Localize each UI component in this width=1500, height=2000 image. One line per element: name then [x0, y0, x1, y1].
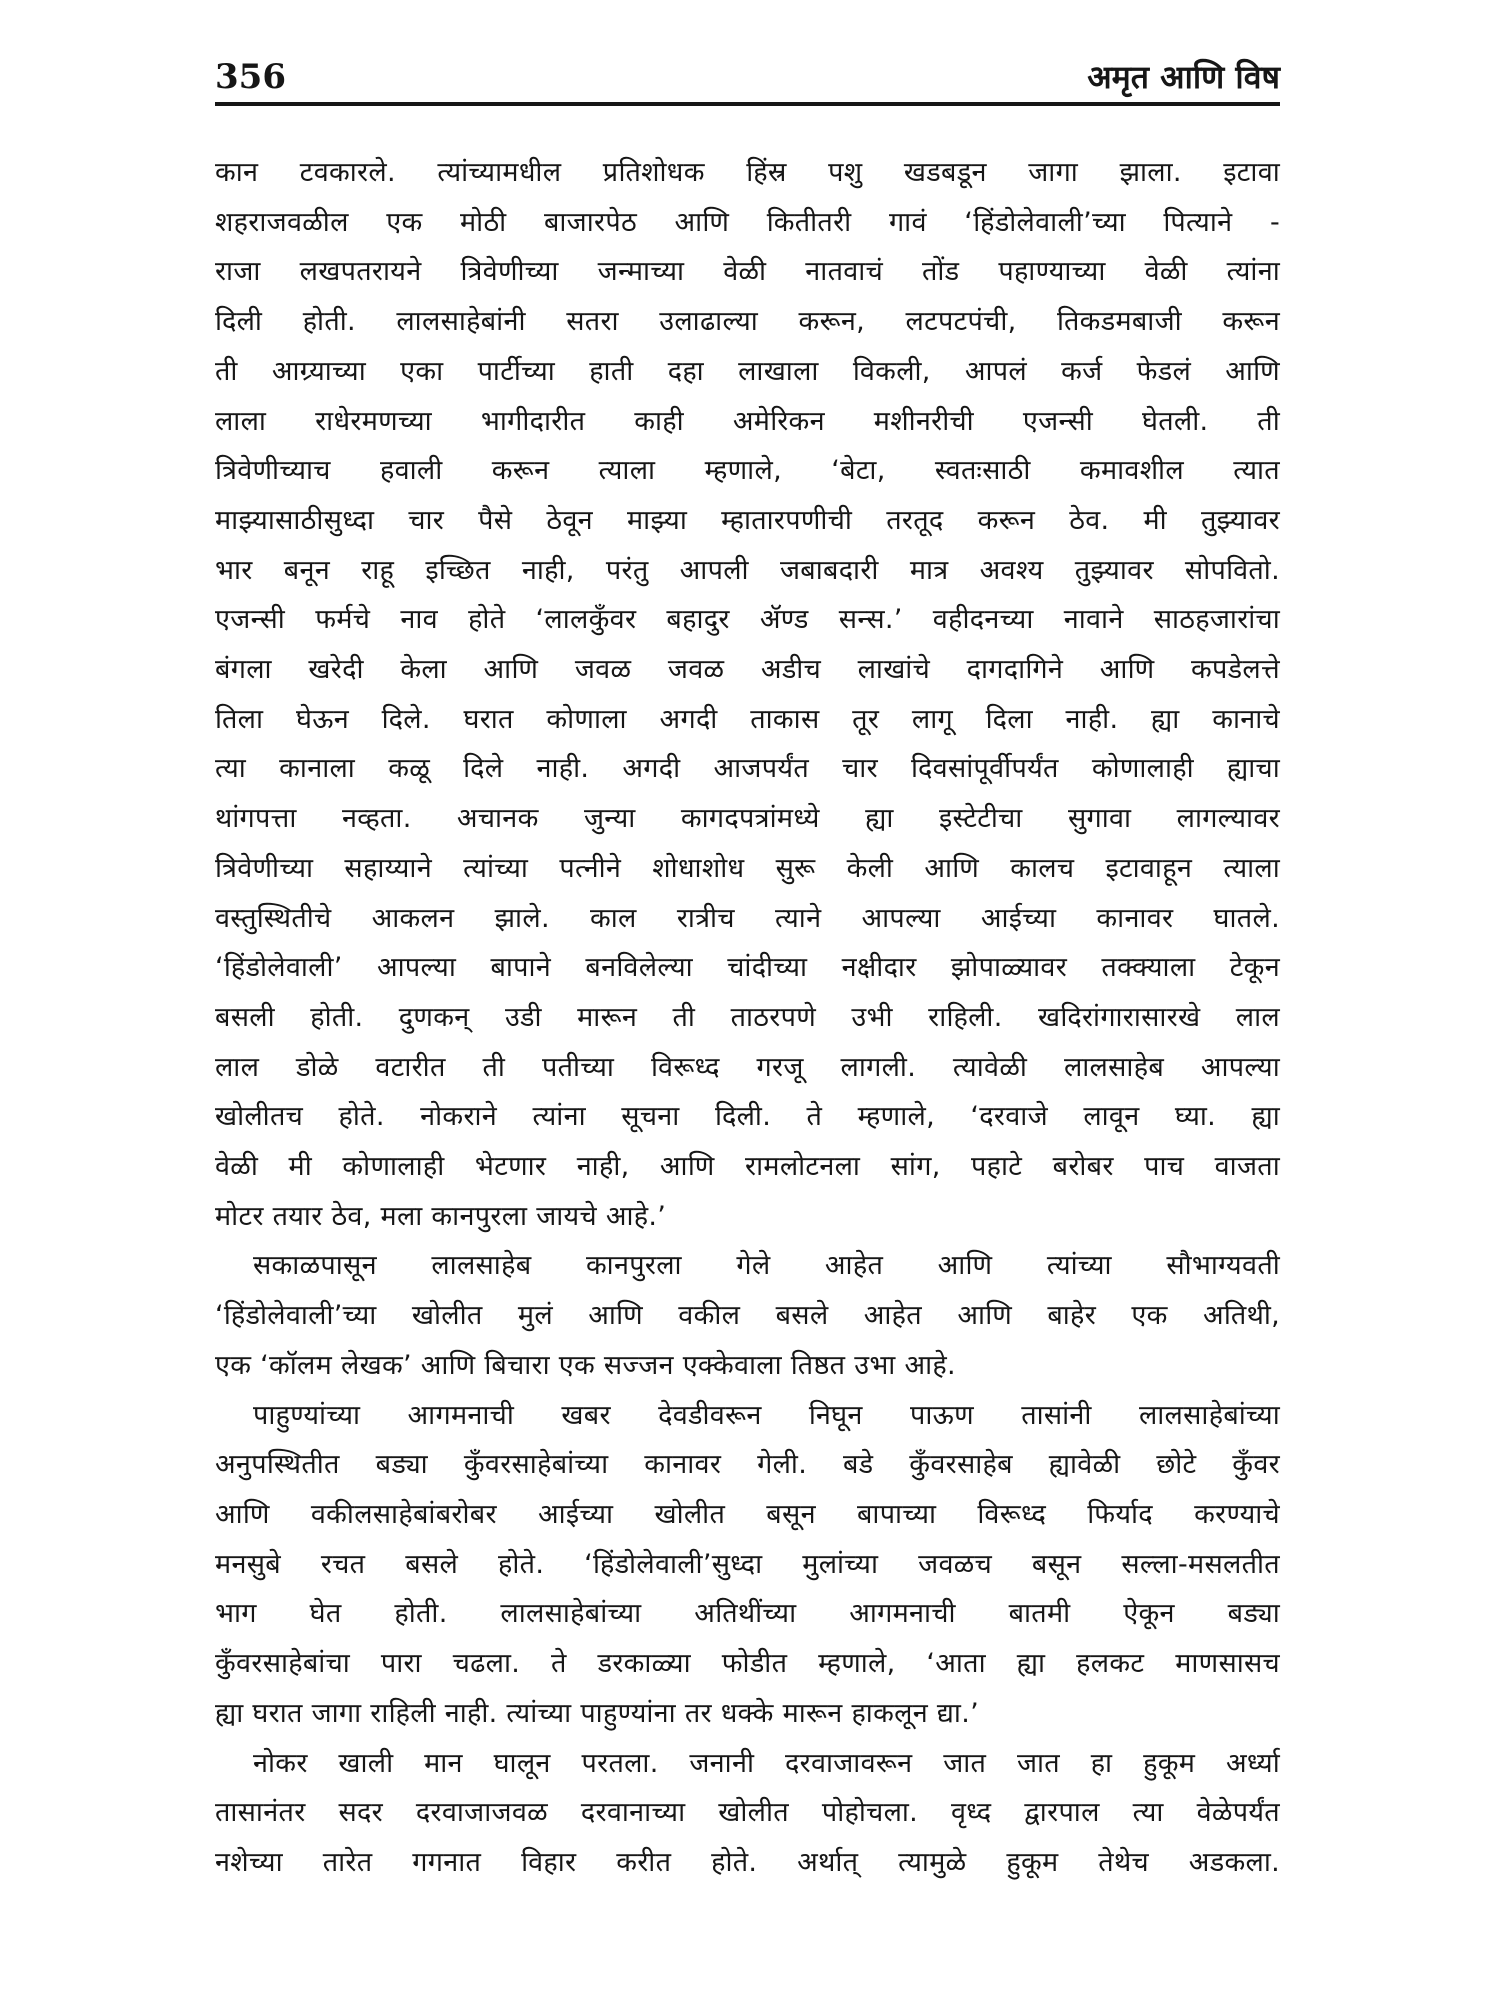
text-line: वेळी मी कोणालाही भेटणार नाही, आणि रामलोटनला सांग, पहाटे बरोबर पाच वाजता — [215, 1151, 1280, 1183]
text-line: अनुपस्थितीत बड्या कुँवरसाहेबांच्या कानावर गेली. बडे कुँवरसाहेब ह्यावेळी छोटे कुँवर — [215, 1449, 1280, 1481]
running-title: अमृत आणि विष — [1087, 58, 1280, 96]
text-line: सकाळपासून लालसाहेब कानपुरला गेले आहेत आणि त्यांच्या सौभाग्यवती — [253, 1250, 1280, 1282]
text-line: तिला घेऊन दिले. घरात कोणाला अगदी ताकास तूर लागू दिला नाही. ह्या कानाचे — [215, 703, 1280, 735]
text-line: ‘हिंडोलेवाली’ आपल्या बापाने बनविलेल्या चांदीच्या नक्षीदार झोपाळ्यावर तक्क्याला टेकून — [215, 952, 1280, 984]
text-line: ह्या घरात जागा राहिली नाही. त्यांच्या पाहुण्यांना तर धक्के मारून हाकलून द्या.’ — [215, 1697, 979, 1729]
text-line: आणि वकीलसाहेबांबरोबर आईच्या खोलीत बसून बापाच्या विरूध्द फिर्याद करण्याचे — [215, 1498, 1280, 1530]
text-line: माझ्यासाठीसुध्दा चार पैसे ठेवून माझ्या म्हातारपणीची तरतूद करून ठेव. मी तुझ्यावर — [215, 504, 1280, 536]
text-line: त्रिवेणीच्याच हवाली करून त्याला म्हणाले, ‘बेटा, स्वतःसाठी कमावशील त्यात — [215, 455, 1280, 487]
text-line: वस्तुस्थितीचे आकलन झाले. काल रात्रीच त्याने आपल्या आईच्या कानावर घातले. — [215, 902, 1280, 934]
text-line: शहराजवळील एक मोठी बाजारपेठ आणि कितीतरी गावं ‘हिंडोलेवाली’च्या पित्याने - — [215, 206, 1280, 238]
text-line: त्या कानाला कळू दिले नाही. अगदी आजपर्यंत चार दिवसांपूर्वीपर्यंत कोणालाही ह्याचा — [215, 753, 1280, 785]
text-line: ‘हिंडोलेवाली’च्या खोलीत मुलं आणि वकील बसले आहेत आणि बाहेर एक अतिथी, — [215, 1300, 1280, 1332]
text-line: ती आग्र्याच्या एका पार्टीच्या हाती दहा लाखाला विकली, आपलं कर्ज फेडलं आणि — [215, 355, 1280, 387]
page-number: 356 — [215, 57, 286, 97]
paragraph-2 — [215, 1241, 1280, 1390]
text-line: मनसुबे रचत बसले होते. ‘हिंडोलेवाली’सुध्दा मुलांच्या जवळच बसून सल्ला-मसलतीत — [215, 1548, 1280, 1580]
paragraph-3 — [215, 1391, 1280, 1739]
body-text — [215, 148, 1280, 1888]
text-line: एजन्सी फर्मचे नाव होते ‘लालकुँवर बहादुर ॲण्ड सन्स.’ वहीदनच्या नावाने साठहजारांचा — [215, 604, 1280, 636]
text-line: नोकर खाली मान घालून परतला. जनानी दरवाजावरून जात जात हा हुकूम अर्ध्या — [253, 1747, 1280, 1779]
text-line: थांगपत्ता नव्हता. अचानक जुन्या कागदपत्रांमध्ये ह्या इस्टेटीचा सुगावा लागल्यावर — [215, 803, 1280, 835]
text-line: लाल डोळे वटारीत ती पतीच्या विरूध्द गरजू लागली. त्यावेळी लालसाहेब आपल्या — [215, 1051, 1280, 1083]
text-line: बंगला खरेदी केला आणि जवळ जवळ अडीच लाखांचे दागदागिने आणि कपडेलत्ते — [215, 654, 1280, 686]
page-header — [215, 52, 1280, 106]
text-line: दिली होती. लालसाहेबांनी सतरा उलाढाल्या करून, लटपटपंची, तिकडमबाजी करून — [215, 306, 1280, 338]
text-line: पाहुण्यांच्या आगमनाची खबर देवडीवरून निघून पाऊण तासांनी लालसाहेबांच्या — [253, 1399, 1280, 1431]
paragraph-4 — [215, 1739, 1280, 1888]
text-line: कान टवकारले. त्यांच्यामधील प्रतिशोधक हिंस्र पशु खडबडून जागा झाला. इटावा — [215, 157, 1280, 188]
text-line: भार बनून राहू इच्छित नाही, परंतु आपली जबाबदारी मात्र अवश्य तुझ्यावर सोपवितो. — [215, 554, 1280, 586]
text-line: एक ‘कॉलम लेखक’ आणि बिचारा एक सज्जन एक्केवाला तिष्ठत उभा आहे. — [215, 1349, 956, 1381]
text-line: खोलीतच होते. नोकराने त्यांना सूचना दिली. ते म्हणाले, ‘दरवाजे लावून घ्या. ह्या — [215, 1101, 1280, 1133]
text-line: त्रिवेणीच्या सहाय्याने त्यांच्या पत्नीने शोधाशोध सुरू केली आणि कालच इटावाहून त्याला — [215, 852, 1280, 884]
paragraph-1 — [215, 148, 1280, 1241]
text-line: भाग घेत होती. लालसाहेबांच्या अतिथींच्या आगमनाची बातमी ऐकून बड्या — [215, 1598, 1280, 1630]
text-line: मोटर तयार ठेव, मला कानपुरला जायचे आहे.’ — [215, 1200, 667, 1232]
text-line: बसली होती. दुणकन् उडी मारून ती ताठरपणे उभी राहिली. खदिरांगारासारखे लाल — [215, 1001, 1280, 1033]
text-line: कुँवरसाहेबांचा पारा चढला. ते डरकाळ्या फोडीत म्हणाले, ‘आता ह्या हलकट माणसासच — [215, 1648, 1280, 1680]
text-line: नशेच्या तारेत गगनात विहार करीत होते. अर्थात् त्यामुळे हुकूम तेथेच अडकला. — [215, 1846, 1280, 1878]
text-line: राजा लखपतरायने त्रिवेणीच्या जन्माच्या वेळी नातवाचं तोंड पहाण्याच्या वेळी त्यांना — [215, 256, 1280, 288]
text-line: तासानंतर सदर दरवाजाजवळ दरवानाच्या खोलीत पोहोचला. वृध्द द्वारपाल त्या वेळेपर्यंत — [215, 1797, 1280, 1829]
text-line: लाला राधेरमणच्या भागीदारीत काही अमेरिकन मशीनरीची एजन्सी घेतली. ती — [215, 405, 1280, 437]
